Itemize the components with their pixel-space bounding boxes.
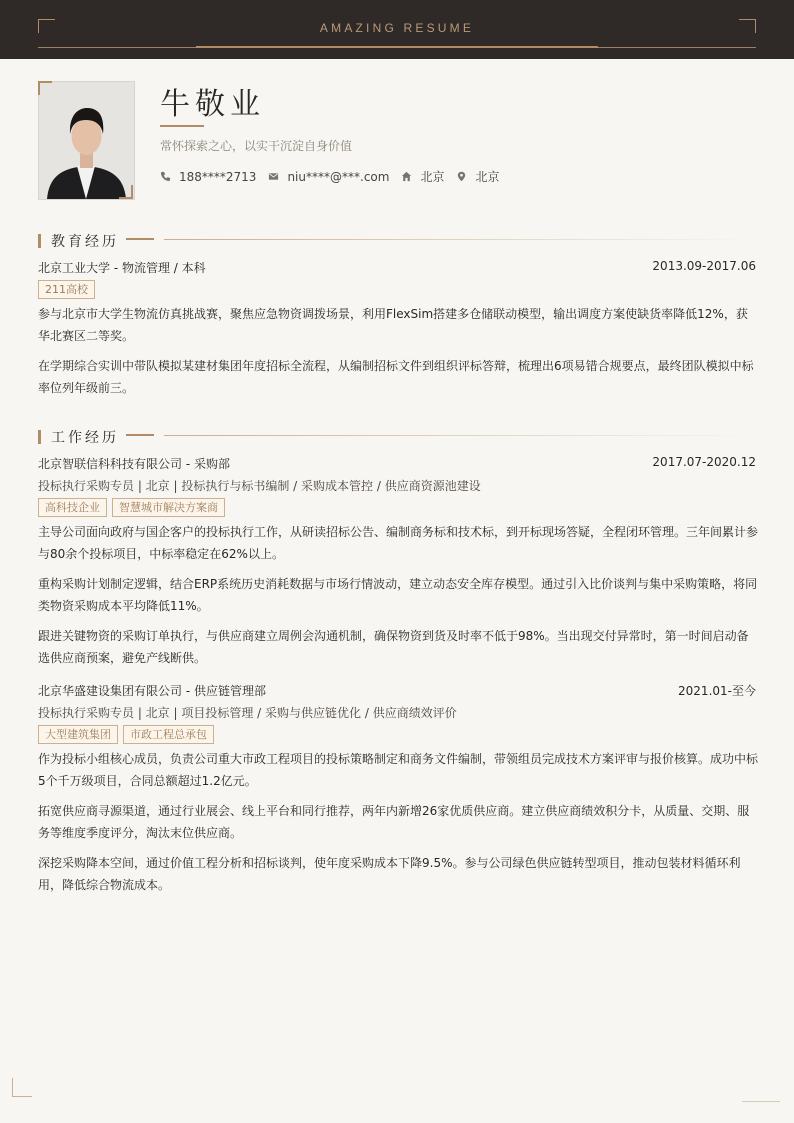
header-bar <box>0 0 794 59</box>
work-paragraph: 重构采购计划制定逻辑，结合ERP系统历史消耗数据与市场行情波动，建立动态安全库存模型。通过引入比价谈判与集中采购策略，将同类物资采购成本平均降低11%。 <box>38 577 758 613</box>
work-entry-heading <box>38 682 756 699</box>
home-text: 北京 <box>420 170 445 184</box>
motto: 常怀探索之心，以实干沉淀自身价值 <box>160 139 353 153</box>
phone-text: 188****2713 <box>179 169 257 184</box>
brand-title: AMAZING RESUME <box>319 21 475 35</box>
tag: 211高校 <box>38 280 95 299</box>
header-divider-accent <box>196 46 598 48</box>
photo-corner-accent-top <box>38 81 52 95</box>
avatar-portrait <box>39 82 134 199</box>
section-rule-short <box>126 434 154 436</box>
contact-list <box>160 168 511 185</box>
education-paragraph: 在学期综合实训中带队模拟某建材集团年度招标全流程，从编制招标文件到组织评标答辩，梳理出6项易错合规要点，最终团队模拟中标率位列年级前三。 <box>38 359 754 395</box>
education-tags <box>38 280 100 299</box>
tag: 智慧城市解决方案商 <box>112 498 225 517</box>
work-paragraph: 跟进关键物资的采购订单执行，与供应商建立周例会沟通机制，确保物资到货及时率不低于98%。当出现交付异常时，第一时间启动备选供应商预案，避免产线断供。 <box>38 629 749 665</box>
contact-location <box>456 168 499 185</box>
footer-rule <box>742 1101 780 1102</box>
work-tags <box>38 498 230 517</box>
company-dept: 北京华盛建设集团有限公司 - 供应链管理部 <box>38 684 266 698</box>
section-title-text: 工作经历 <box>51 430 119 446</box>
photo-corner-accent-bottom <box>119 185 133 199</box>
home-icon <box>401 171 412 182</box>
section-title-education <box>38 231 119 251</box>
contact-home <box>401 168 444 185</box>
company-dept: 北京智联信科科技有限公司 - 采购部 <box>38 457 230 471</box>
section-rule-long <box>164 239 756 240</box>
education-paragraph: 参与北京市大学生物流仿真挑战赛，聚焦应急物资调拨场景，利用FlexSim搭建多仓储联动模型，输出调度方案使缺货率降低12%，获华北赛区二等奖。 <box>38 307 748 343</box>
work-entry-heading <box>38 455 756 472</box>
work-role-line: 投标执行采购专员 | 北京 | 项目投标管理 / 采购与供应链优化 / 供应商绩效评价 <box>38 706 457 720</box>
candidate-name: 牛敬业 <box>160 87 265 122</box>
work-paragraph: 作为投标小组核心成员，负责公司重大市政工程项目的投标策略制定和商务文件编制，带领组员完成技术方案评审与报价核算。成功中标5个千万级项目，合同总额超过1.2亿元。 <box>38 752 759 788</box>
section-title-text: 教育经历 <box>51 234 119 250</box>
section-marker <box>38 430 41 444</box>
tag: 市政工程总承包 <box>123 725 214 744</box>
section-marker <box>38 234 41 248</box>
phone-icon <box>160 171 171 182</box>
contact-phone[interactable] <box>160 170 256 184</box>
work-role-line: 投标执行采购专员 | 北京 | 投标执行与标书编制 / 采购成本管控 / 供应商资源池建设 <box>38 479 481 493</box>
footer-corner-ornament <box>12 1078 32 1097</box>
education-entry-heading <box>38 259 756 276</box>
work-paragraph: 主导公司面向政府与国企客户的投标执行工作，从研读招标公告、编制商务标和技术标，到开标现场答疑，全程闭环管理。三年间累计参与80余个投标项目，中标率稳定在62%以上。 <box>38 525 759 561</box>
work-paragraph: 深挖采购降本空间，通过价值工程分析和招标谈判，使年度采购成本下降9.5%。参与公司绿色供应链转型项目，推动包装材料循环利用，降低综合物流成本。 <box>38 856 741 892</box>
work-date: 2017.07-2020.12 <box>652 455 756 469</box>
tag: 高科技企业 <box>38 498 107 517</box>
work-paragraph: 拓宽供应商寻源渠道，通过行业展会、线上平台和同行推荐，两年内新增26家优质供应商。建立供应商绩效积分卡，从质量、交期、服务等维度季度评分，淘汰末位供应商。 <box>38 804 750 840</box>
education-date: 2013.09-2017.06 <box>652 259 756 273</box>
section-rule-short <box>126 238 154 240</box>
section-rule-long <box>164 435 756 436</box>
email-text: niu****@***.com <box>287 169 390 184</box>
work-tags <box>38 725 219 744</box>
work-date: 2021.01-至今 <box>678 684 756 698</box>
school-major: 北京工业大学 - 物流管理 / 本科 <box>38 261 206 275</box>
section-title-work <box>38 427 119 447</box>
avatar <box>38 81 135 200</box>
location-pin-icon <box>456 171 467 182</box>
location-text: 北京 <box>475 170 500 184</box>
tag: 大型建筑集团 <box>38 725 118 744</box>
contact-email[interactable] <box>268 170 389 184</box>
name-underline <box>160 125 204 127</box>
mail-icon <box>268 171 279 182</box>
